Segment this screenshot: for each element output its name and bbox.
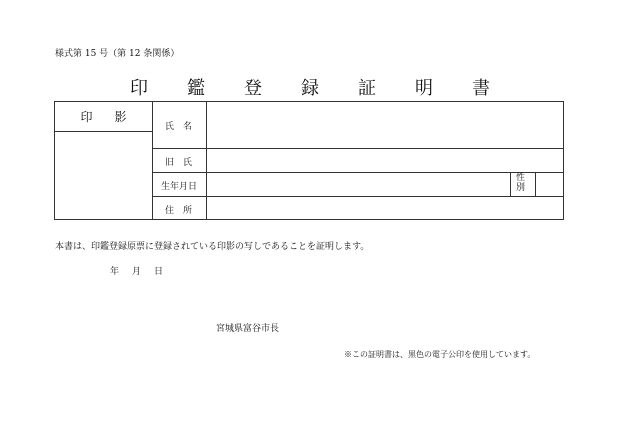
name-value <box>207 102 563 148</box>
sex-label-char: 別 <box>516 183 526 193</box>
electronic-seal-note: ※この証明書は、黒色の電子公印を使用しています。 <box>344 350 536 359</box>
title-char: 印 <box>130 78 148 99</box>
issuer-name: 宮城県富谷市長 <box>216 324 280 334</box>
seal-column-divider <box>152 102 153 219</box>
certificate-table <box>54 101 564 220</box>
former-name-value <box>207 149 563 172</box>
former-name-label: 旧 氏 <box>165 158 193 168</box>
seal-label-char: 印 <box>80 110 93 124</box>
form-number: 様式第 15 号（第 12 条関係） <box>55 49 180 59</box>
title-char: 証 <box>358 78 376 99</box>
address-label: 住 所 <box>165 206 193 216</box>
issue-date <box>110 264 163 277</box>
date-day: 日 <box>154 267 164 277</box>
title-char: 明 <box>415 78 433 99</box>
seal-label-char: 影 <box>114 110 127 124</box>
seal-header <box>55 102 152 131</box>
date-year: 年 <box>110 267 120 277</box>
title-char: 書 <box>472 78 490 99</box>
seal-impression-area <box>55 132 152 219</box>
sex-value <box>536 173 563 196</box>
name-label: 氏 名 <box>165 122 193 132</box>
title-char: 鑑 <box>187 78 205 99</box>
address-value <box>207 197 563 219</box>
title-char: 録 <box>301 78 319 99</box>
sex-label <box>516 173 525 193</box>
certification-statement: 本書は、印鑑登録原票に登録されている印影の写しであることを証明します。 <box>55 242 370 252</box>
document-title <box>130 74 490 100</box>
sex-label-char: 性 <box>516 173 526 183</box>
birth-date-value <box>207 173 510 196</box>
sex-label-divider <box>510 172 511 196</box>
birth-date-label: 生年月日 <box>161 182 198 192</box>
date-month: 月 <box>132 267 142 277</box>
title-char: 登 <box>244 78 262 99</box>
